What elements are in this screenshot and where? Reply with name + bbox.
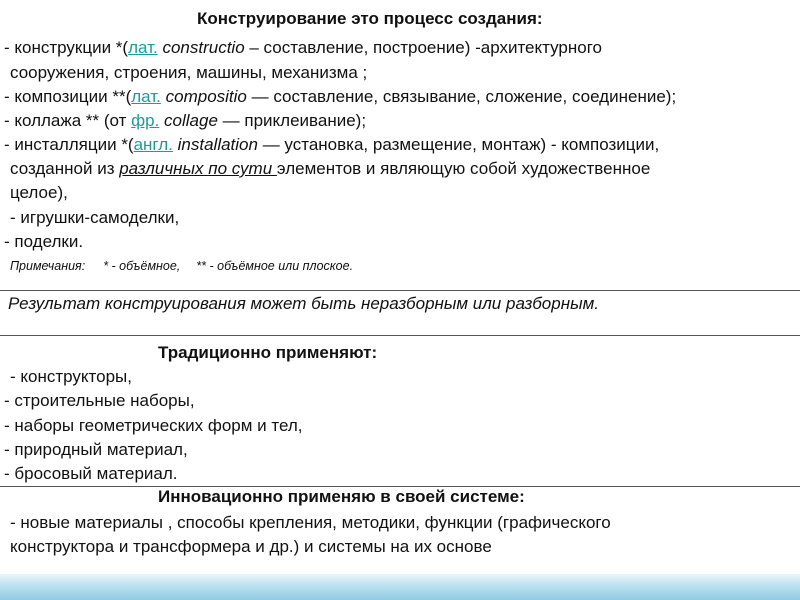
note-line	[10, 256, 353, 276]
item-prefix: - композиции **(	[4, 87, 132, 106]
divider-top	[0, 290, 800, 291]
underlined-phrase: различных по сути	[119, 159, 277, 178]
traditional-item: - бросовый материал.	[4, 464, 178, 483]
item-text: — установка, размещение, монтаж) - композиции,	[257, 135, 660, 154]
latin-term: constructio	[157, 38, 245, 57]
list-item-crafts: - поделки.	[4, 232, 84, 251]
innovative-title: Инновационно применяю в своей системе:	[158, 487, 525, 506]
lang-link-en[interactable]: англ.	[133, 135, 173, 154]
traditional-item: - конструкторы,	[10, 367, 132, 386]
list-item-installation-cont1	[10, 159, 650, 179]
item-text: — приклеивание);	[217, 111, 367, 130]
lang-link-lat[interactable]: лат.	[128, 38, 158, 57]
divider-middle	[0, 335, 800, 336]
heading: Конструирование это процесс создания:	[197, 9, 543, 28]
list-item-installation-cont2: целое),	[10, 183, 68, 202]
lang-link-lat[interactable]: лат.	[131, 87, 161, 106]
lang-link-fr[interactable]: фр.	[131, 111, 160, 130]
list-item-toys: - игрушки-самоделки,	[10, 208, 180, 227]
item-text: – составление, построение) -архитектурного	[244, 38, 603, 57]
traditional-title: Традиционно применяют:	[158, 343, 378, 362]
item-prefix: - инсталляции *(	[4, 135, 134, 154]
traditional-item: - строительные наборы,	[4, 391, 195, 410]
list-item-composition	[4, 87, 676, 107]
english-term: installation	[172, 135, 258, 154]
list-item-construction	[4, 38, 602, 58]
item-prefix: - коллажа ** (от	[4, 111, 132, 130]
item-text: элементов и являющую собой художественное	[276, 159, 651, 178]
item-text: созданной из	[10, 159, 120, 178]
traditional-item: - природный материал,	[4, 440, 188, 459]
item-text: — составление, связывание, сложение, соединение);	[246, 87, 677, 106]
french-term: collage	[159, 111, 218, 130]
item-prefix: - конструкции *(	[4, 38, 129, 57]
note-two: ** - объёмное или плоское.	[196, 259, 354, 273]
note-label: Примечания:	[10, 259, 86, 273]
list-item-construction-cont: сооружения, строения, машины, механизма ;	[10, 63, 368, 82]
traditional-item: - наборы геометрических форм и тел,	[4, 416, 303, 435]
list-item-collage	[4, 111, 366, 131]
innovative-line: - новые материалы , способы крепления, методики, функции (графического	[10, 513, 611, 532]
definition-section	[0, 0, 800, 290]
result-text: Результат конструирования может быть неразборным или разборным.	[8, 294, 599, 313]
footer-bar	[0, 574, 800, 600]
innovative-line: конструктора и трансформера и др.) и системы на их основе	[10, 537, 492, 556]
note-one: * - объёмное,	[103, 259, 181, 273]
list-item-installation	[4, 135, 659, 155]
latin-term: compositio	[160, 87, 247, 106]
